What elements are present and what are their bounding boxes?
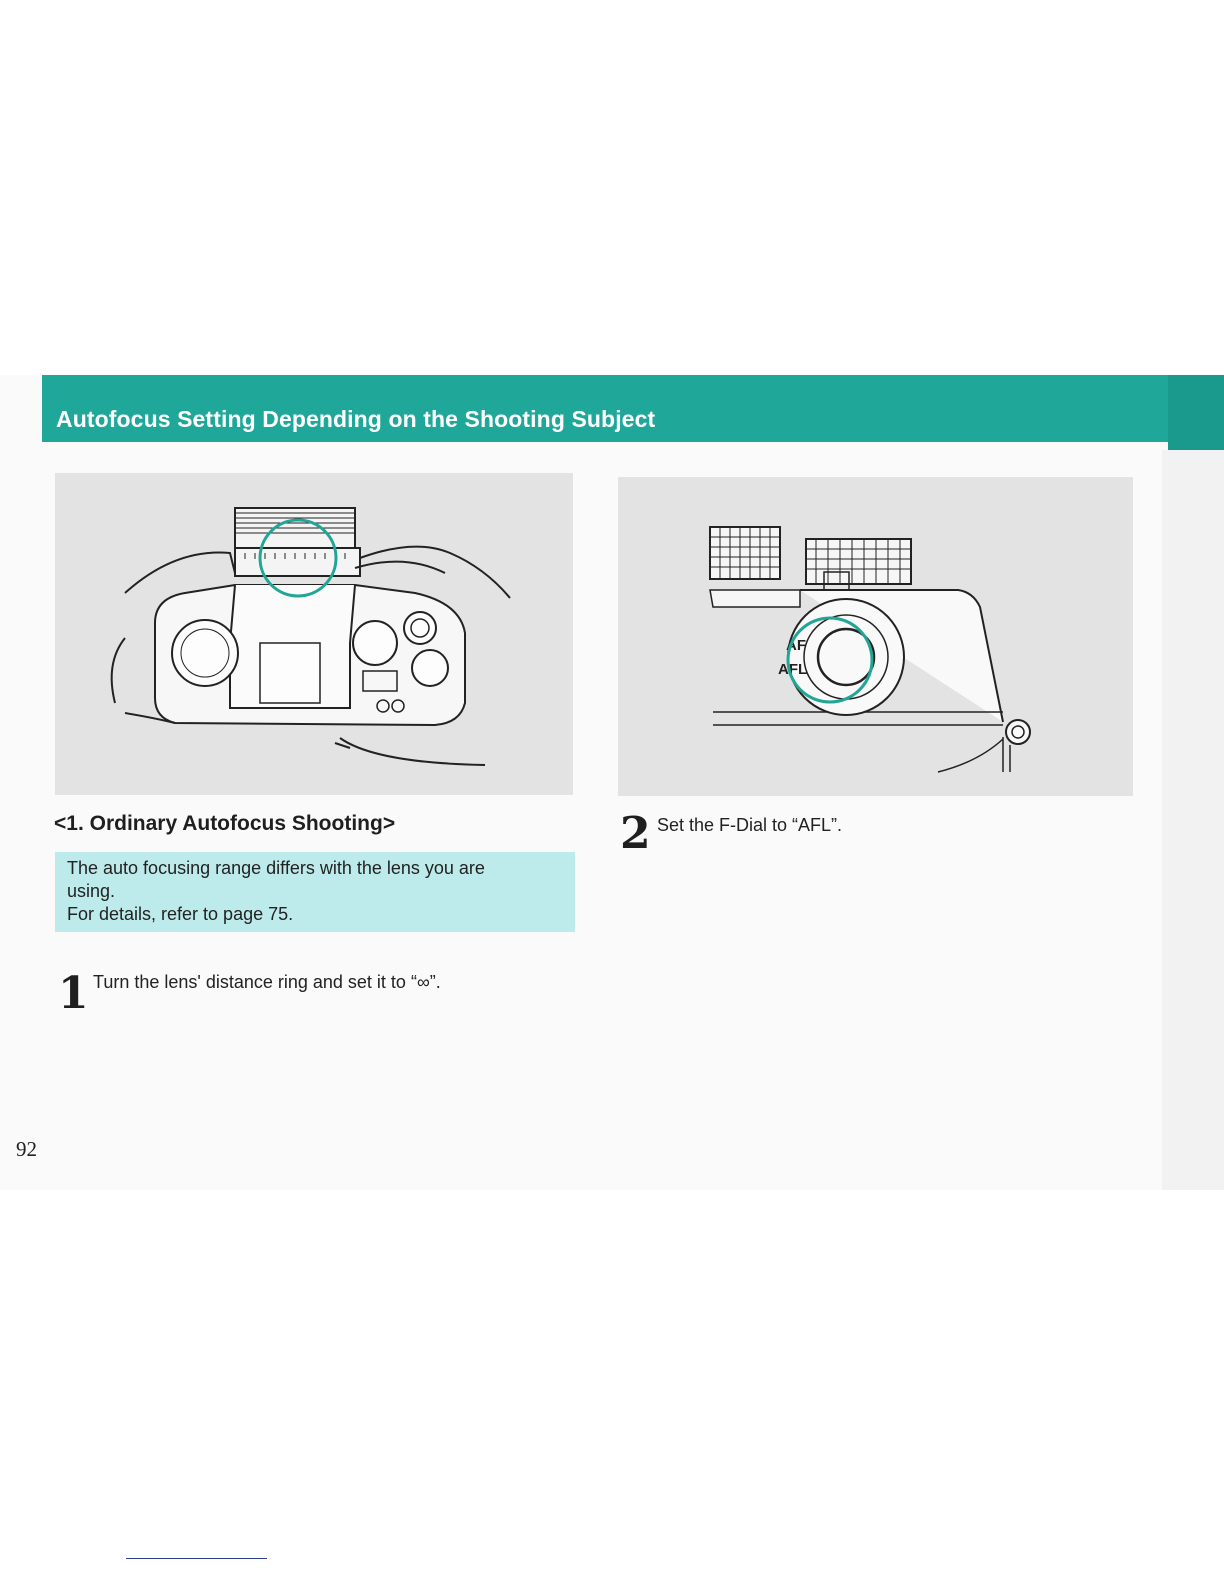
camera-top-drawing	[55, 473, 573, 795]
f-dial-drawing	[618, 477, 1133, 796]
page-number: 92	[16, 1137, 37, 1161]
f-dial-illustration	[618, 477, 1133, 796]
footer-rule	[126, 1558, 267, 1559]
step-number-1: 1	[58, 968, 89, 1019]
camera-top-illustration	[55, 473, 573, 795]
section-heading: <1. Ordinary Autofocus Shooting>	[54, 812, 396, 835]
step-text-1: Turn the lens' distance ring and set it to “∞”.	[93, 972, 441, 992]
step-text-2: Set the F-Dial to “AFL”.	[657, 815, 843, 835]
step-number-2: 2	[620, 808, 651, 859]
page-title: Autofocus Setting Depending on the Shooting Subject	[56, 406, 656, 432]
note-line-3: For details, refer to page 75.	[67, 904, 294, 924]
page-edge	[1162, 450, 1224, 1190]
dial-label-af: AF	[786, 637, 806, 654]
note-line-1: The auto focusing range differs with the lens you are	[67, 858, 485, 878]
dial-label-afl: AFL	[778, 661, 808, 678]
note-line-2: using.	[67, 881, 116, 901]
section-tab	[1168, 375, 1224, 450]
